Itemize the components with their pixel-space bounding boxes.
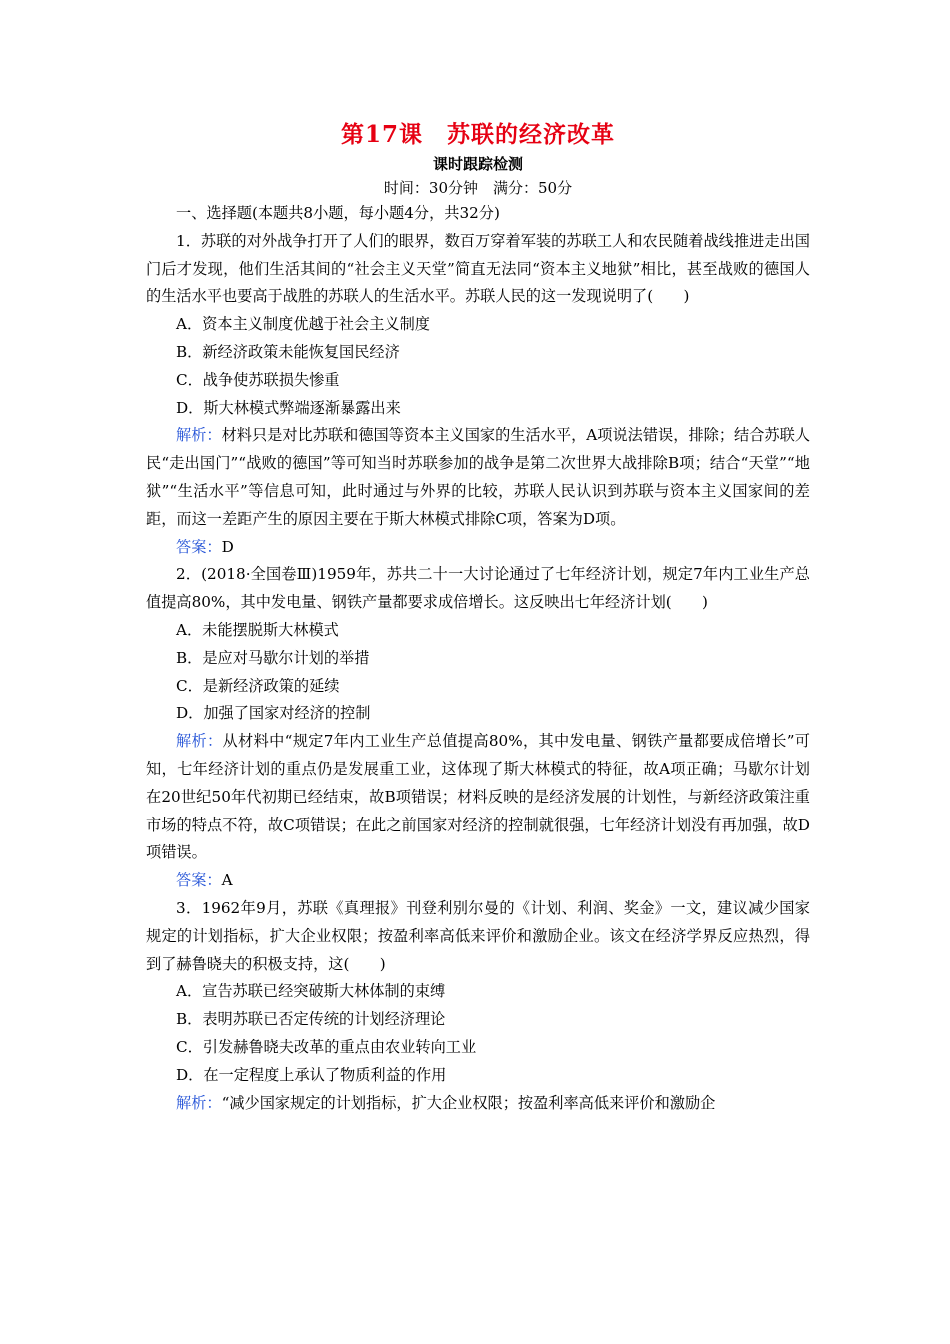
answer-value: D [221, 537, 234, 556]
answer [146, 534, 810, 562]
option-c: C．引发赫鲁晓夫改革的重点由农业转向工业 [176, 1037, 477, 1056]
lesson-title: 第17课 苏联的经济改革 [340, 121, 615, 148]
analysis-label: 解析： [176, 1093, 222, 1112]
question-stem: 3．1962年9月，苏联《真理报》刊登利别尔曼的《计划、利润、奖金》一文，建议减少国家规定的计划指标，扩大企业权限；按盈利率高低来评价和激励企业。该文在经济学界反应热烈，得到了赫鲁晓夫的积极支持，这( ) [146, 898, 810, 973]
analysis-text: “减少国家规定的计划指标，扩大企业权限；按盈利率高低来评价和激励企 [221, 1093, 716, 1112]
option-c: C．是新经济政策的延续 [176, 676, 340, 695]
question-3 [146, 895, 810, 1117]
answer-label: 答案： [176, 537, 222, 556]
answer [146, 867, 810, 895]
question-stem: 2．(2018·全国卷Ⅲ)1959年，苏共二十一大讨论通过了七年经济计划，规定7年内工业生产总值提高80%，其中发电量、钢铁产量都要求成倍增长。这反映出七年经济计划( ) [146, 565, 810, 612]
option-a: A．宣告苏联已经突破斯大林体制的束缚 [176, 982, 446, 1001]
option-d: D．在一定程度上承认了物质利益的作用 [176, 1065, 447, 1084]
option-b: B．新经济政策未能恢复国民经济 [176, 342, 400, 361]
option-c: C．战争使苏联损失惨重 [176, 370, 340, 389]
question-2 [146, 561, 810, 895]
answer-value: A [221, 871, 233, 890]
analysis-text: 材料只是对比苏联和德国等资本主义国家的生活水平，A项说法错误，排除；结合苏联人民“走出国门”“战败的德国”等可知当时苏联参加的战争是第二次世界大战排除B项；结合“天堂”“地狱”“生活水平”等信息可知，此时通过与外界的比较，苏联人民认识到苏联与资本主义国家间的差距，而这一差距产生的原因主要在于斯大林模式排除C项，答案为D项。 [146, 426, 811, 528]
option-b: B．是应对马歇尔计划的举措 [176, 648, 370, 667]
document-body [146, 118, 810, 1117]
analysis [146, 1090, 810, 1118]
answer-label: 答案： [176, 871, 222, 890]
analysis-label: 解析： [176, 426, 222, 445]
question-1 [146, 228, 810, 562]
section-heading: 一、选择题(本题共8小题，每小题4分，共32分) [176, 204, 500, 222]
option-a: A．资本主义制度优越于社会主义制度 [176, 315, 430, 334]
option-a: A．未能摆脱斯大林模式 [176, 620, 339, 639]
time-and-score: 时间：30分钟 满分：50分 [383, 179, 573, 197]
analysis-label: 解析： [176, 732, 223, 751]
option-d: D．加强了国家对经济的控制 [176, 704, 371, 723]
analysis [146, 422, 810, 533]
analysis-text: 从材料中“规定7年内工业生产总值提高80%，其中发电量、钢铁产量都要成倍增长”可知，七年经济计划的重点仍是发展重工业，这体现了斯大林模式的特征，故A项正确；马歇尔计划在20世纪50年代初期已经结束，故B项错误；材料反映的是经济发展的计划性，与新经济政策注重市场的特点不符，故C项错误；在此之前国家对经济的控制就很强，七年经济计划没有再加强，故D项错误。 [146, 732, 810, 862]
question-stem: 1．苏联的对外战争打开了人们的眼界，数百万穿着军装的苏联工人和农民随着战线推进走出国门后才发现，他们生活其间的“社会主义天堂”简直无法同“资本主义地狱”相比，甚至战败的德国人的生活水平也要高于战胜的苏联人的生活水平。苏联人民的这一发现说明了( ) [146, 231, 810, 306]
option-d: D．斯大林模式弊端逐渐暴露出来 [176, 398, 401, 417]
analysis [146, 728, 810, 867]
lesson-subtitle: 课时跟踪检测 [432, 155, 523, 173]
option-b: B．表明苏联已否定传统的计划经济理论 [176, 1010, 446, 1029]
